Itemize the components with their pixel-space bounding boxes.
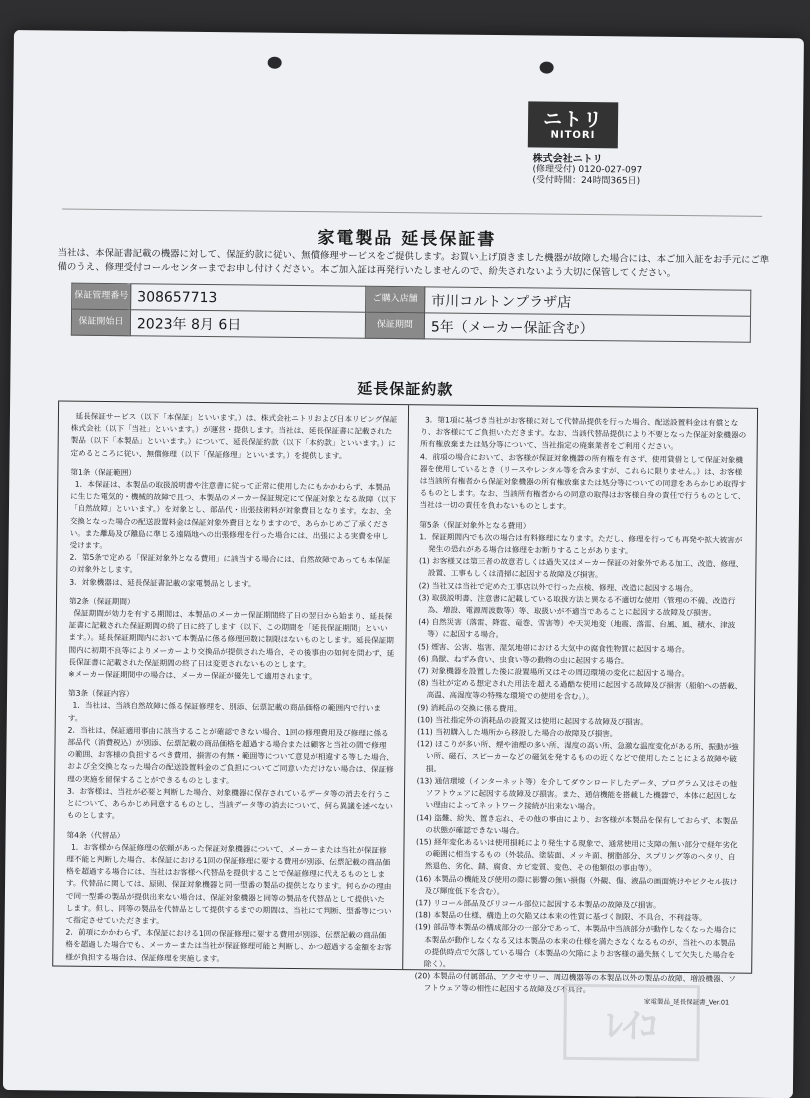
- clause-heading: 第3条（保証内容）: [68, 688, 134, 699]
- clause-item: (5) 煙害、公害、塩害、湿気地帯における大気中の腐食性物質に起因する場合。: [418, 641, 690, 654]
- terms-right-column: [402, 405, 757, 995]
- clause-heading: 第1条（保証範囲）: [70, 467, 137, 478]
- clause-item: (4) 自然災害（落雷、降雹、竜巻、雪害等）や天災地変（地震、落雷、台風、風、積水、津波等）に起因する場合。: [418, 617, 736, 640]
- terms-box: [52, 400, 758, 995]
- clause-item: (8) 当社が定める想定された用法を超える過酷な使用に起因する故障及び損害（船舶への搭載、高温、高湿度等の特殊な環境での使用を含む。）。: [417, 678, 743, 702]
- warranty-id-value: 308657713: [131, 284, 366, 312]
- terms-title: 延長保証約款: [357, 379, 454, 399]
- punch-hole: [540, 62, 554, 74]
- company-phone: (修理受付) 0120-027-097: [532, 164, 643, 176]
- clause-body: 保証期間が効力を有する期間は、本製品のメーカー保証期間終了日の翌日から始まり、延長保証書に記載された保証期間の終了日に終了します（以下、この期間を「延長保証期間」といいます。）。延長保証期間内において本製品に係る修理回数に制限はないものとします。延長保証期間内に初期不良等によりメーカーより交換品が提供された場合、その後事由の如何を問わず、延長保証書に記載された保証期間の終了日は変更されないものとします。 ※メーカー保証期間中の場合は、メーカー保証が優先して適用されます。: [68, 608, 395, 682]
- clause-body: 1．本保証は、本製品の取扱説明書や注意書に従って正常に使用したにもかかわらず、本製品に生じた電気的・機械的故障で且つ、本製品のメーカー保証規定にて保証対象となる故障（以下「自然故障」といいます。）を対象とし、部品代・出張技術料が対象費目となります。なお、全交換となった場合の配送設置料金は保証対象外費目となりますので、あらかじめご了承ください。また離島及び離島に準じる遠隔地への出張修理を行った場合には、出張による実費を申し受けます。 2．第5条で定める「保証対象外となる費用」に該当する場合には、自然故障であっても本保証の対象外とします。 3．対象機器は、延長保証書記載の家電製品とします。: [69, 479, 397, 589]
- document-title: 家電製品 延長保証書: [317, 228, 497, 251]
- clause-item: (6) 鳥獣、ねずみ食い、虫食い等の動物の虫に起因する場合。: [417, 654, 629, 666]
- warranty-sheet: [3, 30, 804, 1098]
- clause-heading: 第4条（代替品）: [66, 830, 125, 840]
- clause-body: 延長保証サービス（以下「本保証」といいます。）は、株式会社ニトリおよび日本リビング保証株式会社（以下「当社」といいます。）が運営・提供します。当社は、延長保証書に記載された製品（以下「本製品」といいます。）について、延長保証約款（以下「本約款」といいます。）に定めるところに従い、無償修理（以下「保証修理」といいます。）を提供します。: [70, 411, 398, 461]
- divider: [62, 209, 762, 217]
- company-info: [532, 153, 732, 188]
- clause-item: (3) 取扱説明書、注意書に記載している取扱方法と異なる不適切な使用（管理の不備、改造行為、増設、電源周波数等）等、取扱いが不適当であることに起因する故障及び損害。: [418, 593, 736, 618]
- store-value: 市川コルトンプラザ店: [425, 287, 751, 316]
- nitori-logo: [528, 101, 618, 148]
- clause-item: (10) 当社指定外の消耗品の設置又は使用に起因する故障及び損害。: [417, 715, 648, 727]
- clause-item: (1) お客様又は第三者の故意若しくは過失又はメーカー保証の対象外である加工、改造、修理、設置、工事もしくは清掃に起因する故障及び損害。: [418, 556, 744, 580]
- clause-heading: 第5条（保証対象外となる費用）: [419, 519, 531, 531]
- clause-item: (15) 経年変化あるいは使用損耗により発生する現象で、通常使用に支障の無い部分で経年劣化の範囲に相当するもの（外装品、塗装面、メッキ面、樹脂部分、スプリング等のヘタリ、自然退色、劣化、錆、腐食、カビ変質、変色、その他類似の事由等）。: [415, 837, 738, 874]
- clause-body: 3．第1項に基づき当社がお客様に対して代替品提供を行った場合、配送設置料金は有償となり、お客様にてご負担いただきます。なお、当該代替品提供により不要となった保証対象機器の所有権放棄または処分等について、当社指定の廃棄業者をご利用ください。 4．前項の場合において、お客様が保証対象機器の所有権を有さず、使用貸借として保証対象機器を使用しているとき（リースやレンタル等を含みますが、これらに限りません。）は、お客様は当該所有権者から保証対象機器の所有権放棄または処分等についての同意をあらかじめ取得するものとします。なお、当該所有権者からの同意の取得はお客様自身の責任で行うものとして、当社は一切の責任を負わないものとします。: [419, 415, 747, 512]
- clause-item: (9) 消耗品の交換に係る費用。: [417, 702, 522, 714]
- warranty-info-table: [71, 283, 752, 343]
- warranty-id-label: 保証管理番号: [72, 283, 131, 310]
- clause-item: (11) 当初購入した場所から移設した場合の故障及び損害。: [417, 727, 618, 739]
- period-value: 5年（メーカー保証含む）: [424, 313, 750, 342]
- period-label: 保証期間: [365, 312, 424, 339]
- logo-latin: NITORI: [550, 129, 596, 141]
- clause-body: 1．お客様から保証修理の依頼があった保証対象機器について、メーカーまたは当社が保証修理不能と判断した場合、本保証における1回の保証修理に要する費用が別添、伝票記載の商品価格を超過する場合には、当社はお客様へ代替品を提供することで保証修理に代えるものとします。代替品に関しては、原則、保証対象機器と同一型番の製品の提供となります。何らかの理由で同一型番の製品が提供出来ない場合は、保証対象機器と同等の製品を代替品として提供いたします。但し、同等の製品を代替品として提供するまでの期間は、当社にて判断、型番等について指定させていただきます。 2．前項にかかわらず、本保証における1回の保証修理に要する費用が別添、伝票記載の商品価格を超過した場合でも、メーカーまたは当社が保証修理可能と判断し、かつ超過する金額をお客様が負担する場合は、保証修理を実施します。: [65, 842, 392, 963]
- footer-code: 家電製品_延長保証書_Ver.01: [643, 997, 730, 1007]
- punch-hole: [268, 57, 282, 69]
- clause-item: (14) 盗難、紛失、置き忘れ、その他の事由により、お客様が本製品を保有しておらず、本製品の状態が確認できない場合。: [416, 812, 738, 836]
- start-date-value: 2023年 8月 6日: [130, 310, 365, 338]
- clause-item: (12) ほこりが多い所、煙や油煙の多い所、湿度の高い所、急激な温度変化がある所、振動が強い所、磁石、スピーカーなどの磁気を発するものの近くなどで使用したことによる故障や破損。: [416, 739, 739, 774]
- company-hours: (受付時間：24時間365日): [532, 175, 641, 187]
- logo-kana: ニトリ: [542, 108, 604, 131]
- intro-text: 当社は、本保証書記載の機器に対して、保証約款に従い、無償修理サービスをご提供します。お買い上げ頂きました機器が故障した場合には、本ご加入証をお手元にご準備のうえ、修理受付コールセンターまでお申し付けください。本ご加入証は再発行いたしませんので、紛失されないよう大切に保管してください。: [57, 247, 770, 279]
- clause-item: (13) 通信環境（インターネット等）を介してダウンロードしたデータ、プログラム又はその他ソフトウェアに起因する故障及び損害。また、通信機能を搭載した機器で、本体に起因しない理由によってネットワーク接続が出来ない場合。: [416, 776, 738, 812]
- clause-item: (7) 対象機器を設置した後に設置場所又はその周辺環境の変化に起因する場合。: [417, 666, 690, 679]
- terms-left-column: [53, 401, 407, 969]
- start-date-label: 保証開始日: [71, 309, 130, 336]
- clause-item: (18) 本製品の仕様、構造上の欠陥又は本来の性質に基づく制限、不具合、不利益等。: [415, 910, 707, 923]
- clause-item: (16) 本製品の機能及び使用の際に影響の無い損傷（外観、傷、液晶の画面焼けやピクセル抜け及び輝度低下を含む）。: [415, 873, 738, 896]
- clause-item: 1．保証期間内でも次の場合は有料修理になります。ただし、修理を行っても再発や拡大被害が発生の恐れがある場合は修理をお断りすることがあります。: [419, 532, 743, 556]
- clause-body: 1．当社は、当該自然故障に係る保証修理を、別添、伝票記載の商品価格の範囲内で行います。 2．当社は、保証適用事由に該当することが確認できない場合、1回の修理費用及び修理に係る部品代（消費税込）が別添、伝票記載の商品価格を超過する場合または顧客と当社の間で修理の範囲、お客様の負担するべき費用、損害の有無・範囲等について意見が相違する等した場合、および全交換となった場合の配送設置料金のご負担についてご同意いただけない場合は、保証修理の実施を留保することができるものとします。 3．お客様は、当社が必要と判断した場合、対象機器に保存されているデータ等の消去を行うことについて、あらかじめ同意するものとし、当該データ等の消去について、何ら異議を述べないものとします。: [66, 701, 394, 821]
- clause-item: (19) 部品等本製品の構成部分の一部分であって、本製品中当該部分が動作しなくなった場合に本製品が動作しなくなる又は本製品の本来の仕様を満たさなくなるものが、当社への本製品の提供時点で欠落している場合（本製品の欠陥によりお客様の過失無くして欠失した場合を除く）。: [415, 922, 737, 969]
- clause-item: (17) リコール部品及びリコール部位に起因する本製品の故障及び損害。: [415, 898, 661, 910]
- store-label: ご購入店舗: [366, 286, 425, 313]
- watermark-logo: ﾚｲｺ: [563, 984, 700, 1061]
- company-name: 株式会社ニトリ: [532, 153, 603, 166]
- clause-heading: 第2条（保証期間）: [68, 596, 135, 607]
- clause-item: (2) 当社又は当社で定めた工事店以外で行った点検、修理、改造に起因する場合。: [418, 580, 698, 593]
- clause-item: (20) 本製品の付属部品、アクセサリー、周辺機器等の本製品以外の製品の故障、増設機器、ソフトウェア等の相性に起因する故障及び不具合。: [414, 971, 736, 995]
